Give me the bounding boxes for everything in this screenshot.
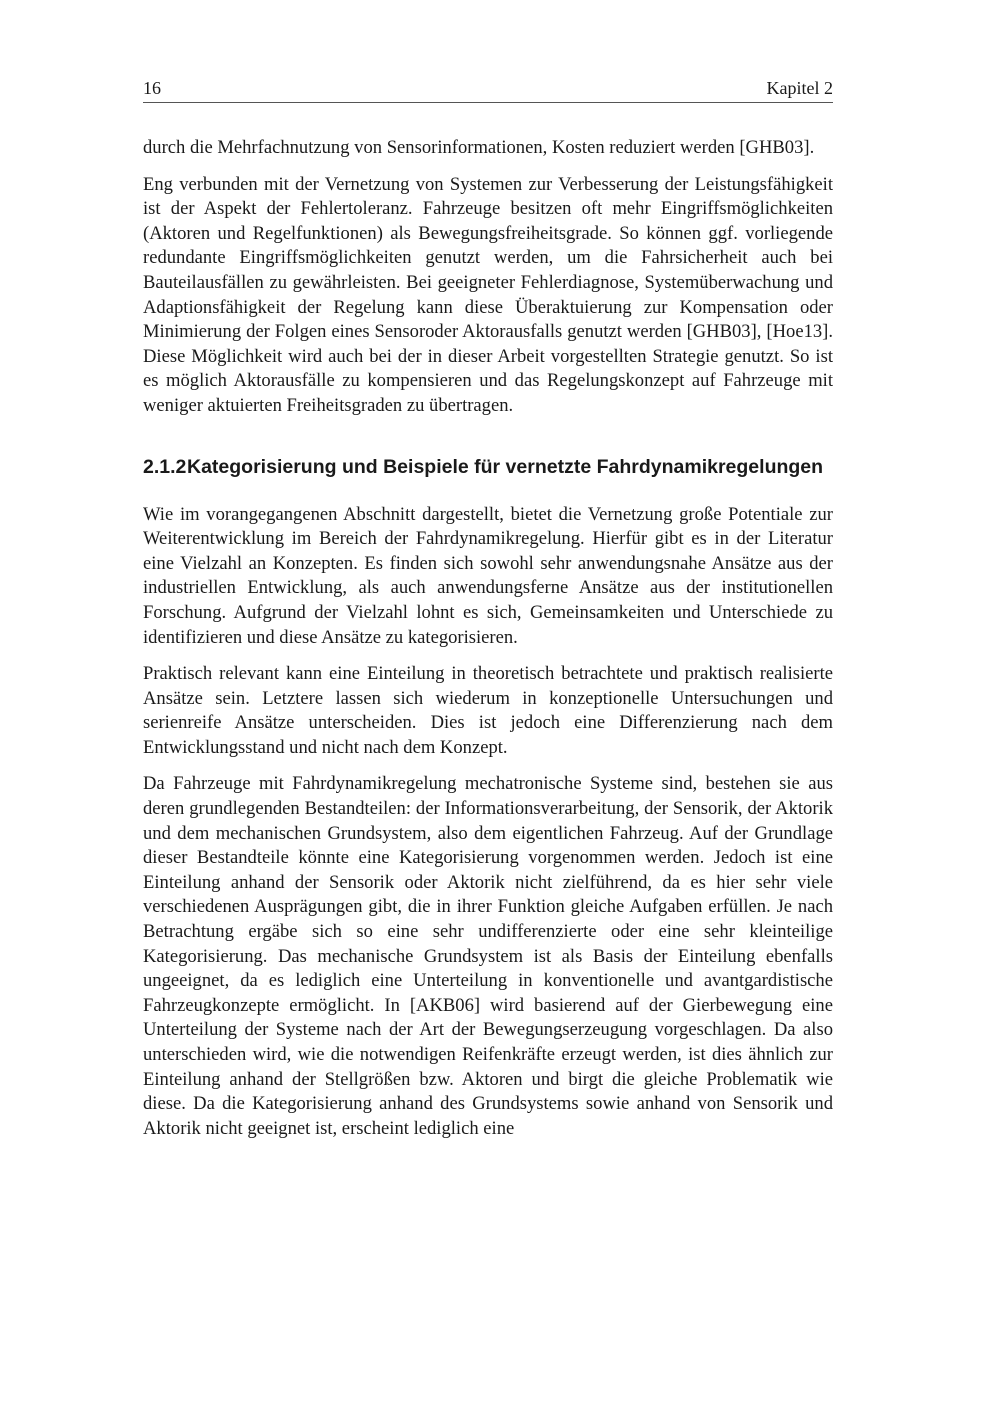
page-number: 16 bbox=[143, 78, 161, 98]
paragraph: Da Fahrzeuge mit Fahrdynamikregelung mechatronische Systeme sind, bestehen sie aus deren grundlegenden Bestandteilen: der Informationsverarbeitung, der Sensorik, der Aktorik und dem mechanischen Grundsystem, also dem eigentlichen Fahrzeug. Auf der Grundlage dieser Bestandteile könnte eine Kategorisierung vorgenommen werden. Jedoch ist eine Einteilung anhand der Sensorik oder Aktorik nicht zielführend, da es hier sehr viele verschiedenen Ausprägungen gibt, die in ihrer Funktion gleiche Aufgaben erfüllen. Je nach Betrachtung ergäbe sich so eine sehr undifferenzierte oder eine sehr kleinteilige Kategorisierung. Das mechanische Grundsystem ist als Basis der Einteilung ebenfalls ungeeignet, da es lediglich eine Unterteilung in konventionelle und avantgardistische Fahrzeugkonzepte ermöglicht. In [AKB06] wird basierend auf der Gierbewegung eine Unterteilung der Systeme nach der Art der Bewegungserzeugung vorgeschlagen. Da also unterschieden wird, wie die notwendigen Reifenkräfte erzeugt werden, ist dies ähnlich zur Einteilung anhand der Stellgrößen bzw. Aktoren und birgt die gleiche Problematik wie diese. Da die Kategorisierung anhand des Grundsystems sowie anhand von Sensorik und Aktorik nicht geeignet ist, erscheint lediglich eine bbox=[143, 773, 833, 1139]
paragraph: Wie im vorangegangenen Abschnitt dargestellt, bietet die Vernetzung große Potentiale zur Weiterentwicklung im Bereich der Fahrdynamikregelung. Hierfür gibt es in der Literatur eine Vielzahl an Konzepten. Es finden sich sowohl sehr anwendungsnahe Ansätze aus der industriellen Entwicklung, als auch anwendungsferne Ansätze aus der institutionellen Forschung. Aufgrund der Vielzahl lohnt es sich, Gemeinsamkeiten und Unterschiede zu identifizieren und diese Ansätze zu kategorisieren. bbox=[143, 503, 833, 648]
section-heading bbox=[143, 455, 833, 479]
section-title: Kategorisierung und Beispiele für vernetzte Fahrdynamikregelungen bbox=[187, 455, 824, 478]
chapter-label: Kapitel 2 bbox=[766, 78, 833, 98]
section-number: 2.1.2 bbox=[143, 455, 187, 478]
paragraph: durch die Mehrfachnutzung von Sensorinformationen, Kosten reduziert werden [GHB03]. bbox=[143, 137, 815, 158]
paragraph: Praktisch relevant kann eine Einteilung in theoretisch betrachtete und praktisch realisierte Ansätze sein. Letztere lassen sich wiederum in konzeptionelle Untersuchungen und serienreife Ansätze unterscheiden. Dies ist jedoch eine Differenzierung nach dem Entwicklungsstand und nicht nach dem Konzept. bbox=[143, 663, 833, 758]
page-header bbox=[143, 76, 833, 103]
body-text bbox=[143, 136, 833, 1153]
paragraph: Eng verbunden mit der Vernetzung von Systemen zur Verbesserung der Leistungsfähigkeit ist der Aspekt der Fehlertoleranz. Fahrzeuge besitzen oft mehr Eingriffsmöglichkeiten (Aktoren und Regelfunktionen) als Bewegungsfreiheitsgrade. So können ggf. vorliegende redundante Eingriffsmöglichkeiten genutzt werden, um die Fahrsicherheit auch bei Bauteilausfällen zu gewährleisten. Bei geeigneter Fehlerdiagnose, Systemüberwachung und Adaptionsfähigkeit der Regelung kann diese Überaktuierung zur Kompensation oder Minimierung der Folgen eines Sensoroder Aktorausfalls genutzt werden [GHB03], [Hoe13]. Diese Möglichkeit wird auch bei der in dieser Arbeit vorgestellten Strategie genutzt. So ist es möglich Aktorausfälle zu kompensieren und das Regelungskonzept auf Fahrzeuge mit weniger aktuierten Freiheitsgraden zu übertragen. bbox=[143, 173, 833, 416]
